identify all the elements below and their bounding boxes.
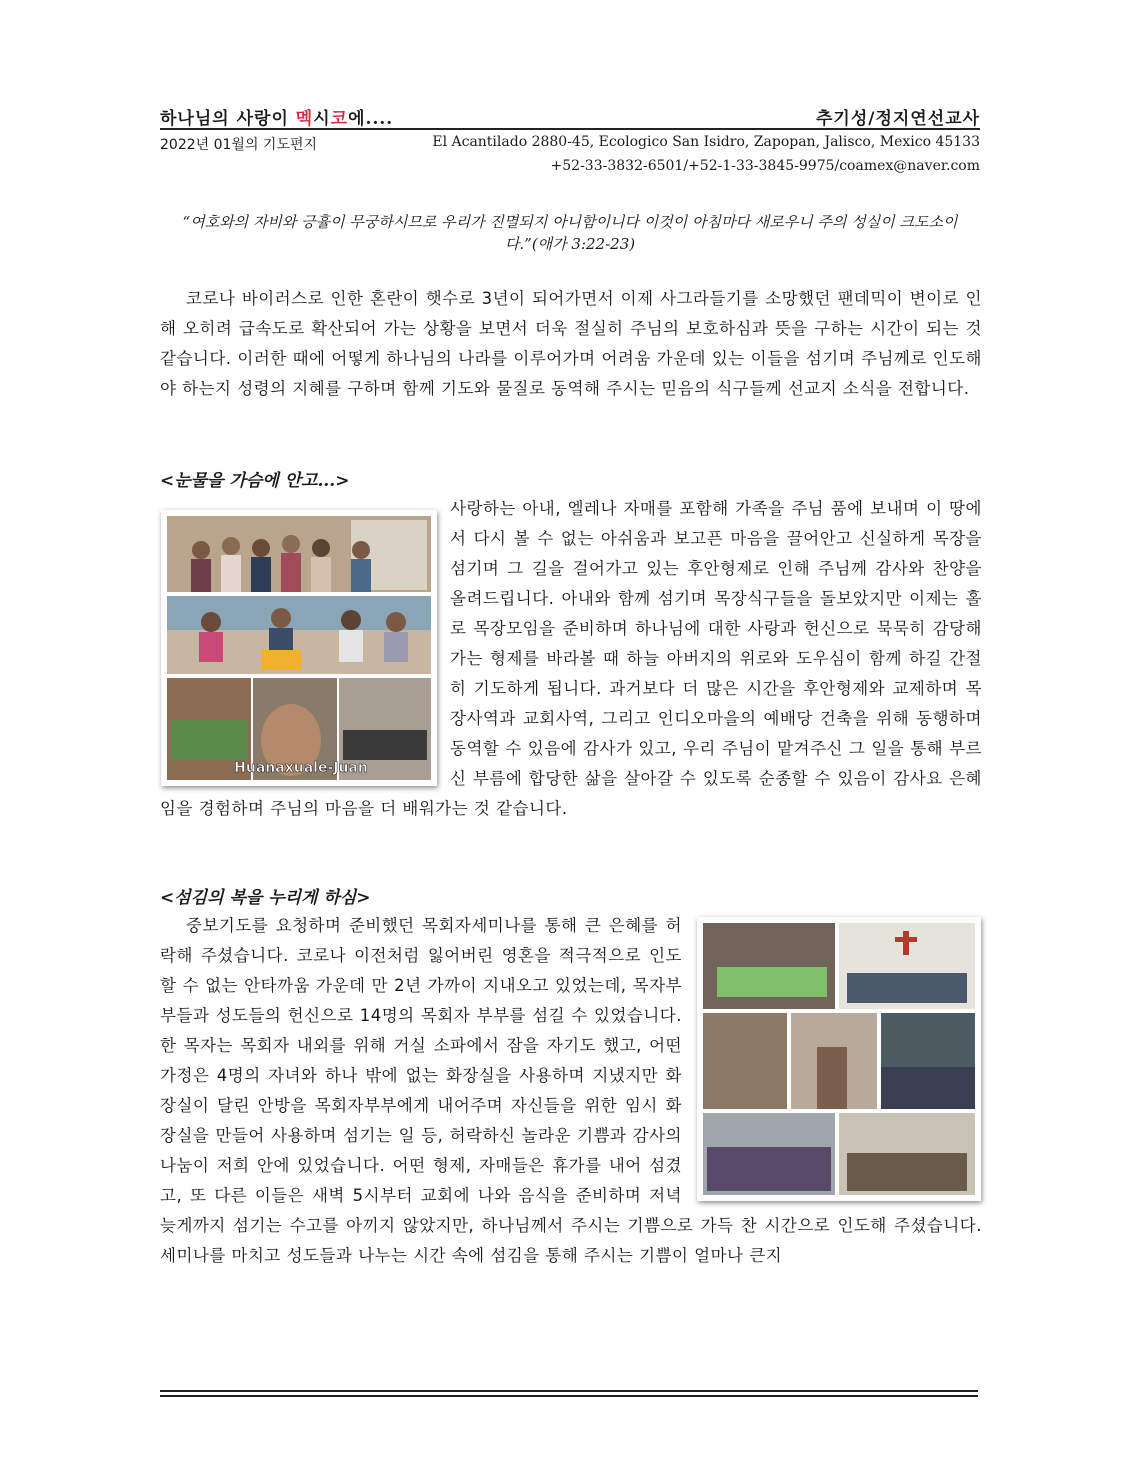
section-service-body — [160, 911, 982, 1271]
contact-info: +52-33-3832-6501/+52-1-33-3845-9975/coamex@naver.com — [550, 158, 980, 174]
photo-space-right — [682, 911, 982, 1211]
footer-rule-top — [160, 1390, 978, 1392]
section-tears-body — [160, 494, 982, 824]
section-title-service: <섬김의 복을 누리게 하심> — [160, 888, 371, 908]
letter-date: 2022년 01월의 기도편지 — [160, 137, 318, 153]
letter-title — [160, 104, 393, 129]
footer-rule-bottom — [160, 1395, 978, 1397]
photo-caption: Huanaxuale-Juan — [234, 760, 368, 776]
title-accent-1: 멕 — [295, 109, 314, 129]
section-tears-text: 사랑하는 아내, 엘레나 자매를 포함해 가족을 주님 품에 보내며 이 땅에서 다시 볼 수 없는 아쉬움과 보고픈 마음을 끌어안고 신실하게 목장을 섬기며 그 길을 걸어가고 있는 후안형제로 인해 주님께 감사와 찬양을 올려드립니다. 아내와 함께 섬기며 목장식구들을 돌보았지만 이제는 홀로 목장모임을 준비하며 하나님에 대한 사랑과 헌신으로 묵묵히 감당해 가는 형제를 바라볼 때 하늘 아버지의 위로와 도우심이 함께 하길 간절히 기도하게 됩니다. 과거보다 더 많은 시간을 후안형제와 교제하며 목장사역과 교회사역, 그리고 인디오마을의 예배당 건축을 위해 동행하며 동역할 수 있음에 감사가 있고, 우리 주님이 맡겨주신 그 일을 통해 부르신 부름에 합당한 삶을 살아갈 수 있도록 순종할 수 있음이 감사요 은혜임을 경험하며 주님의 마음을 더 배워가는 것 같습니다. — [160, 499, 982, 818]
missionary-names: 추기성/정지연선교사 — [815, 109, 980, 129]
header-rule — [160, 128, 980, 130]
intro-paragraph: 코로나 바이러스로 인한 혼란이 햇수로 3년이 되어가면서 이제 사그라들기를 소망했던 팬데믹이 변이로 인해 오히려 급속도로 확산되어 가는 상황을 보면서 더욱 절실히 주님의 보호하심과 뜻을 구하는 시간이 되는 것 같습니다. 이러한 때에 어떻게 하나님의 나라를 이루어가며 어려움 가운데 있는 이들을 섬기며 주님께로 인도해야 하는지 성령의 지혜를 구하며 함께 기도와 물질로 동역해 주시는 믿음의 식구들께 선교지 소식을 전합니다. — [160, 289, 982, 398]
title-text-1: 하나님의 사랑이 — [160, 109, 296, 129]
photo-space-left — [160, 494, 450, 794]
scripture-verse: “여호와의 자비와 긍휼이 무궁하시므로 우리가 진멸되지 아니함이니다 이것이 아침마다 새로우니 주의 성실이 크도소이다.”(애가 3:22-23) — [182, 213, 958, 253]
title-text-3: 에.... — [348, 109, 394, 129]
section-service-text: 중보기도를 요청하며 준비했던 목회자세미나를 통해 큰 은혜를 허락해 주셨습니다. 코로나 이전처럼 잃어버린 영혼을 적극적으로 인도할 수 없는 안타까움 가운데 만 2년 가까이 지내오고 있었는데, 목자부부들과 성도들의 헌신으로 14명의 목회자 부부를 섬길 수 있었습니다. 한 목자는 목회자 내외를 위해 거실 소파에서 잠을 자기도 했고, 어떤 가정은 4명의 자녀와 하나 밖에 없는 화장실을 사용하며 지냈지만 화장실이 달린 안방을 목회자부부에게 내어주며 자신들을 위한 임시 화장실을 만들어 사용하며 섬기는 일 등, 허락하신 놀라운 기쁨과 감사의 나눔이 저희 안에 있었습니다. 어떤 형제, 자매들은 휴가를 내어 섬겼고, 또 다른 이들은 새벽 5시부터 교회에 나와 음식을 준비하며 저녁 늦게까지 섬기는 수고를 아끼지 않았지만, 하나님께서 주시는 기쁨으로 가득 찬 시간으로 인도해 주셨습니다. 세미나를 마치고 성도들과 나누는 시간 속에 섬김을 통해 주시는 기쁨이 얼마나 큰지 — [160, 916, 982, 1265]
section-title-tears: <눈물을 가슴에 안고...> — [160, 471, 350, 491]
mailing-address: El Acantilado 2880-45, Ecologico San Isidro, Zapopan, Jalisco, Mexico 45133 — [432, 134, 980, 150]
title-accent-2: 코 — [330, 109, 349, 129]
title-text-2: 시 — [313, 109, 331, 129]
